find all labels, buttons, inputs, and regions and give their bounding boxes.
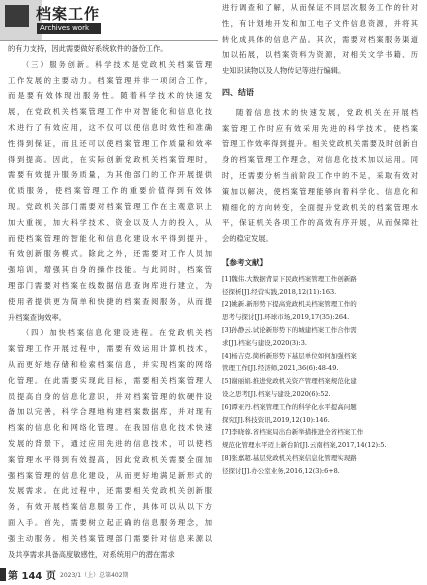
body-text-line: 加大重视，加大科学技术、资金以及人力的投入，从 [8,217,212,227]
reference-item: [2]姚新.新形势下提高党政机关档案管理工作的 [222,300,357,309]
body-text-line: 工作发展的主要动力。档案管理并非一项闭合工作， [8,75,212,85]
reference-item: 设之思考[J].档案与建设,2020(6):52. [222,389,331,398]
body-text-line: 的有力支持，因此需要做好系统软件的备份工作。 [8,44,168,53]
reference-item: [5]谢丽娟.推进党政机关资产管理档案规范化建 [222,377,357,386]
body-text-line: （四）加快档案信息化建设进程。在党政机关档 [22,328,212,338]
left-column [8,41,212,562]
body-text-line: （三）服务创新。科学技术是党政机关档案管理 [22,59,212,69]
body-text-line: 升档案查询效率。 [8,312,67,322]
body-text-line: 从而更好地存储和检索档案信息，并实现档案的网络 [8,359,212,369]
body-text-line: 优质服务，使档案管理工作的重要价值得到有效体 [8,186,212,196]
body-text-line: 面入手。首先，需要树立起正确的信息服务理念，加 [8,517,212,527]
column-subtitle: Archives work [37,23,101,34]
issue-info: 2023/1（上）总第402期 [60,572,129,579]
reference-item: [1]魏伟.大数据背景下民政档案管理工作创新路 [222,274,357,283]
body-text-line: 强培训，增强其自身的操作技能。与此同时，档案管 [8,265,212,275]
body-text-line: 及共享需求具备高度敏感性，对系统用户的潜在需求 [8,549,175,559]
body-text-line: 员提高自身的信息化意识，并对档案管理的软硬件设 [8,391,212,401]
body-text-line: 得到提高。因此，在实际创新党政机关档案管理时， [8,154,212,164]
references-list [222,273,418,478]
body-text-line: 展，在党政机关档案管理工作中对智能化和信息化技 [8,107,212,117]
right-column [222,0,418,478]
reference-item: 规范化管理水平迈上新台阶[J].云南档案,2017,14(12):5. [222,441,387,450]
conclusion-text-line: 案管理工作时应有效采用先进的科学技术，使档案 [222,123,418,133]
reference-item: 管理工作[J].经济师,2021,36(6):48-49. [222,364,339,373]
conclusion-text-line: 策加以解决，使档案管理能够向着科学化、信息化和 [222,186,418,196]
body-text-line: 性得到保证，而且还可以使档案管理工作质量和效率 [8,138,212,148]
body-text-line: 而是要有效体现出服务性。随着科学技术的快速发 [8,91,212,101]
body-text-line: 强档案管理的信息化建设，从而更好地满足新形式的 [8,470,212,480]
body-text-line: 强主动服务。相关档案管理部门需要针对信息来源以 [8,533,212,543]
body-text-line: 发展需求。在此过程中，还需要相关党政机关创新服 [8,486,212,496]
conclusion-text-line: 精细化的方向转变，全面提升党政机关的档案管理水 [222,202,418,212]
body-text-line: 性，有计划地开发和加工电子文件信息资源，并将其 [222,18,418,28]
body-text-line: 备加以完善，科学合理地构建档案数据库，并对现有 [8,407,212,417]
footer-mark [0,568,6,581]
body-text-line: 使用者提供更为简单和快捷的档案查阅服务，从而提 [8,296,212,306]
reference-item: 求[J].档案与建设,2020(3):3. [222,338,307,347]
page-footer [0,565,427,585]
conclusion-text-line: 会的稳定发展。 [222,234,273,244]
body-text-line: 案管理水平得到有效提高，因此党政机关需要全面加 [8,454,212,464]
page-number: 第 144 页 [8,571,56,582]
body-text-line: 化管理。在此需要实现此目标，需要相关档案管理人 [8,375,212,385]
body-text-line: 而使档案管理的智能化和信息化建设水平得到提升， [8,233,212,243]
reference-item: [4]杨吉克.简析新形势下基层单位如何加强档案 [222,351,357,360]
body-text-line: 发展的背景下，通过应用先进的信息技术，可以使档 [8,438,212,448]
reference-item: [6]谭亚丹.档案管理工作的科学化水平提高问题 [222,402,357,411]
column-title: 档案工作 [36,5,101,23]
conclusion-text-line: 随着信息技术的快速发展，党政机关在开展档 [236,107,418,117]
reference-item: 探究[J].科技资讯,2019,12(10):146. [222,415,330,424]
reference-item: [7]李晓蓉.省档案局出台新举措推进全省档案工作 [222,428,364,437]
references-title: 【参考文献】 [222,257,267,267]
conclusion-text-line: 平，保证机关各项工作的高效有序开展，从而保障社 [222,218,418,228]
body-text-line: 需要有效提升服务质量，为其他部门的工作开展提供 [8,170,212,180]
header-dark-block [5,5,29,27]
reference-item: [3]孙静云.试论新形势下的城建档案工作合作需 [222,325,357,334]
body-text-line: 转化成具体的信息产品。其次，需要对档案服务渠道 [222,34,418,44]
body-text-line: 案管理工作开展过程中，需要有效运用计算机技术， [8,344,212,354]
body-text-line: 理部门需要对档案在线数据信息查询库进行建立，为 [8,280,212,290]
body-text-line: 务，有效开展档案信息服务工作，具体可以从以下方 [8,502,212,512]
body-text-line: 术进行了有效应用，这不仅可以使信息时效性和准确 [8,122,212,132]
section-title-conclusion: 四、结语 [222,87,254,97]
body-text-line: 史知识读物以及人物传记等进行编辑。 [222,66,346,76]
reference-item: [8]张嘉超.基层党政机关档案信息化管理实现路 [222,453,357,462]
reference-item: 径探讨[J].办公室业务,2016,12(3):6+8. [222,466,340,475]
body-text-line: 现。党政机关部门需要对档案管理工作在主观意识上 [8,201,212,211]
body-text-line: 有效创新服务模式。除此之外，还需要对工作人员加 [8,249,212,259]
conclusion-text-line: 时，还需要分析当前阶段工作中的不足，采取有效对 [222,170,418,180]
conclusion-text-line: 管理工作效率得到提升。相关党政机关需要及时创新自 [222,139,418,149]
body-text-line: 进行调查和了解，从而保证不同层次服务工作的针对 [222,3,418,12]
reference-item: 思考与探讨[J].环球市场,2019,17(35):264. [222,313,350,322]
body-text-line: 加以拓展，以档案资料为资源，对相关文学书籍、历 [222,50,418,60]
conclusion-text-line: 身的档案管理工作理念，对信息化技术加以运用。同 [222,155,418,165]
reference-item: 径探析[J].经营实践,2018,12(11):163. [222,287,337,296]
body-text-line: 档案的信息化和网络化管理。在我国信息化技术快速 [8,423,212,433]
